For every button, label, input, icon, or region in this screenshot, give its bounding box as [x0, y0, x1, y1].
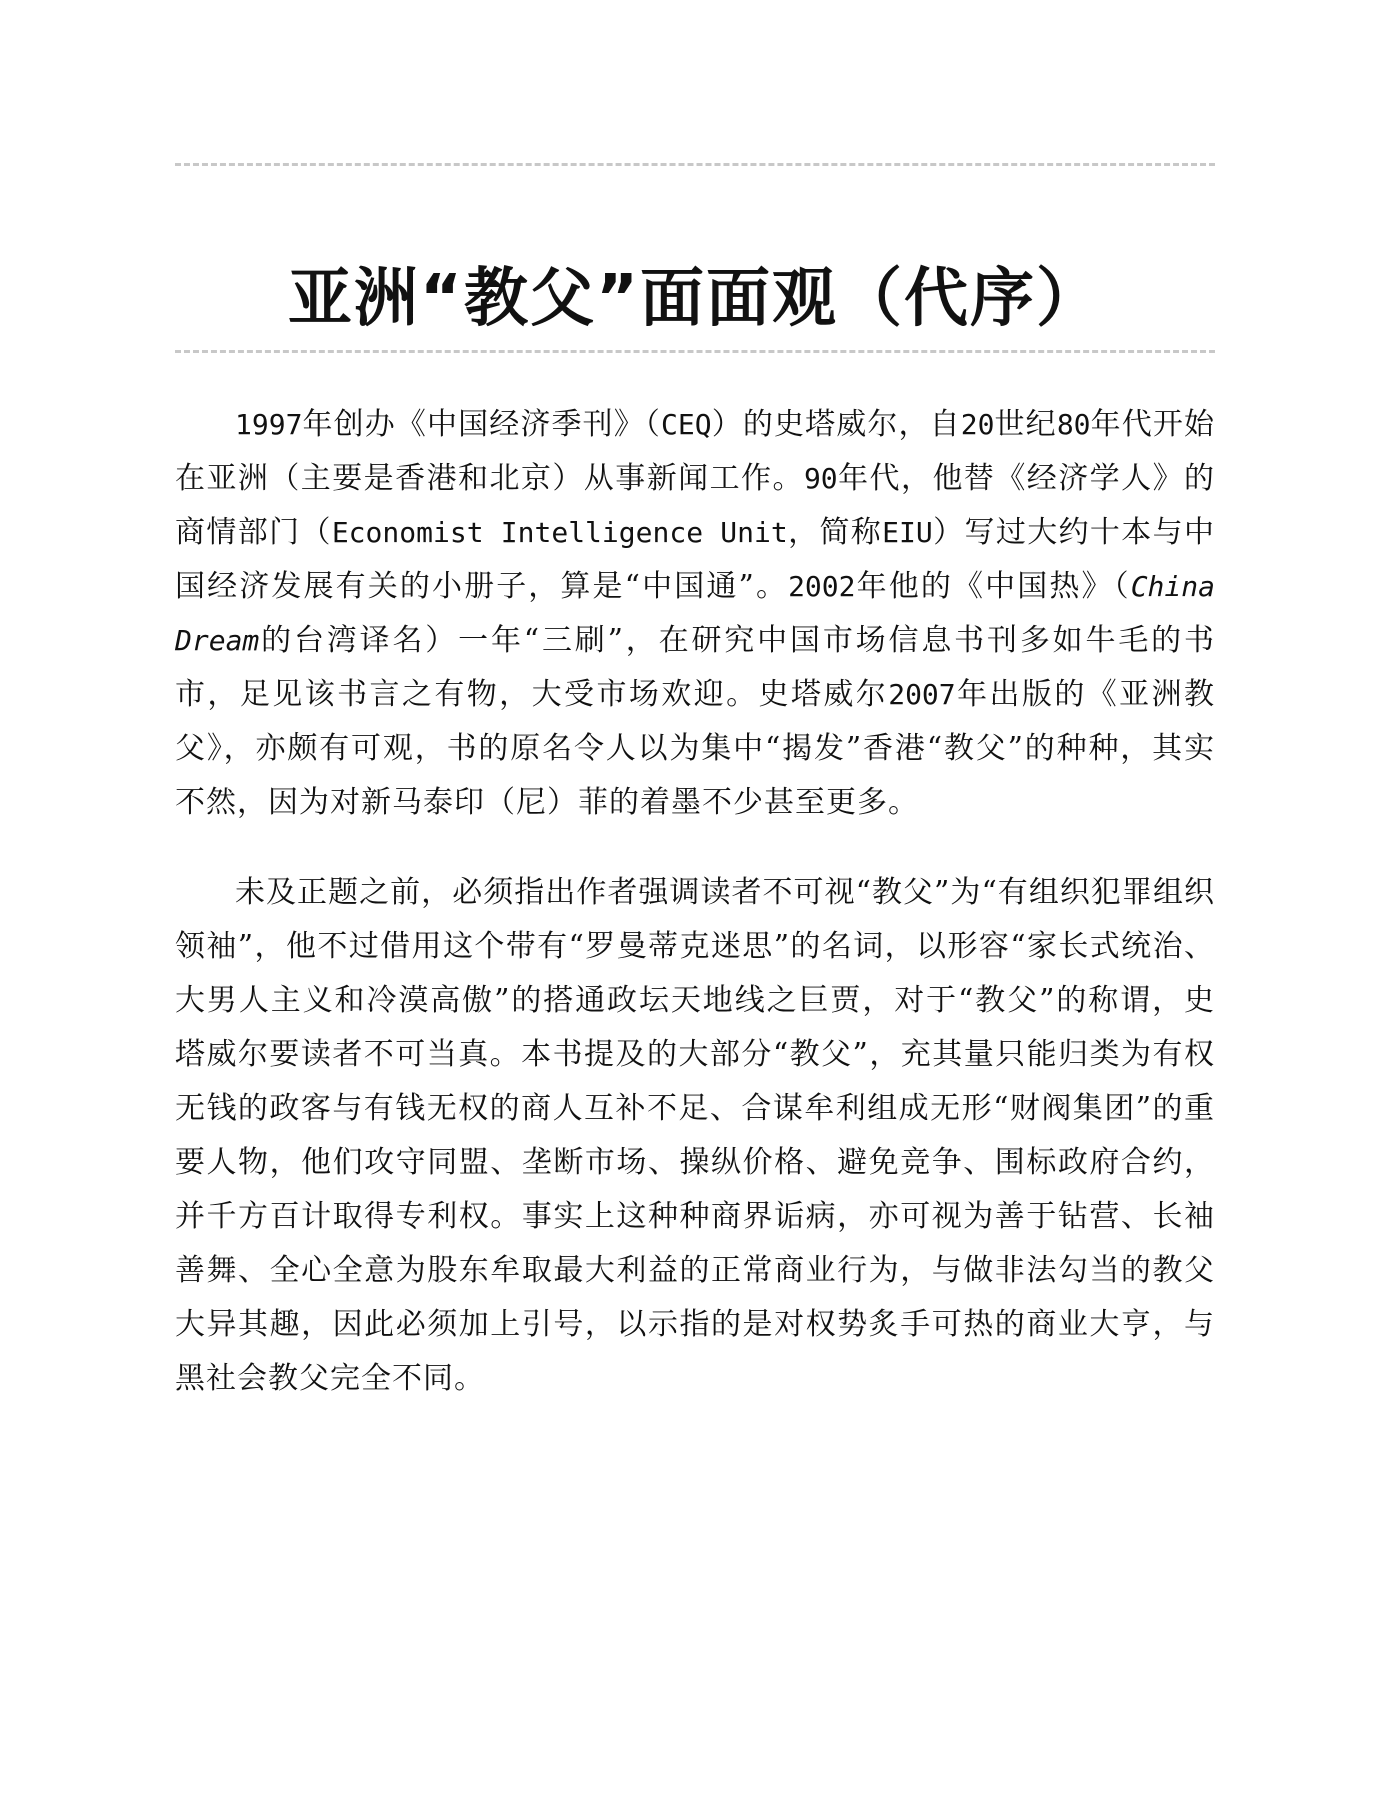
text-segment: 年代开始在亚洲（主要是香港和北京）从事新闻工作。: [175, 407, 1216, 496]
text-segment: 年出版的《亚洲教父》，亦颇有可观，书的原名令人以为集中“揭发”香港“教父”的种种，其实不然，因为对新马泰印（尼）菲的着墨不少甚至更多。: [175, 677, 1216, 820]
text-segment: 2007: [888, 678, 956, 711]
paragraph-1: [175, 398, 1215, 830]
text-segment: 1997: [235, 408, 303, 441]
text-segment: ）的史塔威尔，自: [711, 407, 961, 442]
body-text: [175, 398, 1215, 1406]
text-segment: CEQ: [661, 408, 712, 441]
text-segment: 2002: [788, 570, 856, 603]
bottom-divider: [175, 350, 1215, 353]
page-title: 亚洲“教父”面面观（代序）: [287, 261, 1103, 336]
text-segment: 未及正题之前，必须指出作者强调读者不可视“教父”为“有组织犯罪组织领袖”，他不过借用这个带有“罗曼蒂克迷思”的名词，以形容“家长式统治、大男人主义和冷漠高傲”的搭通政坛天地线之巨贾，对于“教父”的称谓，史塔威尔要读者不可当真。本书提及的大部分“教父”，充其量只能归类为有权无钱的政客与有钱无权的商人互补不足、合谋牟利组成无形“财阀集团”的重要人物，他们攻守同盟、垄断市场、操纵价格、避免竞争、围标政府合约，并千方百计取得专利权。事实上这种种商界诟病，亦可视为善于钻营、长袖善舞、全心全意为股东牟取最大利益的正常商业行为，与做非法勾当的教父大异其趣，因此必须加上引号，以示指的是对权势炙手可热的商业大亨，与黑社会教父完全不同。: [175, 875, 1215, 1396]
paragraph-2: [175, 866, 1215, 1406]
top-divider: [175, 163, 1215, 166]
text-segment: Economist Intelligence Unit: [331, 516, 788, 549]
text-segment: 年代，他替《经济学人》的商情部门（: [175, 461, 1216, 550]
text-segment: EIU: [882, 516, 933, 549]
text-segment: 90: [803, 462, 838, 495]
text-segment: 世纪: [994, 407, 1057, 442]
text-segment: 20: [960, 408, 995, 441]
text-segment: 80: [1056, 408, 1091, 441]
text-segment: 年他的《中国热》（: [855, 569, 1131, 604]
text-segment: China Dream: [175, 570, 1215, 657]
text-segment: ）写过大约十本与中国经济发展有关的小册子，算是“中国通”。: [175, 515, 1216, 604]
text-segment: ，简称: [787, 515, 883, 550]
text-segment: 的台湾译名）一年“三刷”，在研究中国市场信息书刊多如牛毛的书市，足见该书言之有物，大受市场欢迎。史塔威尔: [175, 623, 1215, 712]
text-segment: 年创办《中国经济季刊》（: [302, 407, 662, 442]
